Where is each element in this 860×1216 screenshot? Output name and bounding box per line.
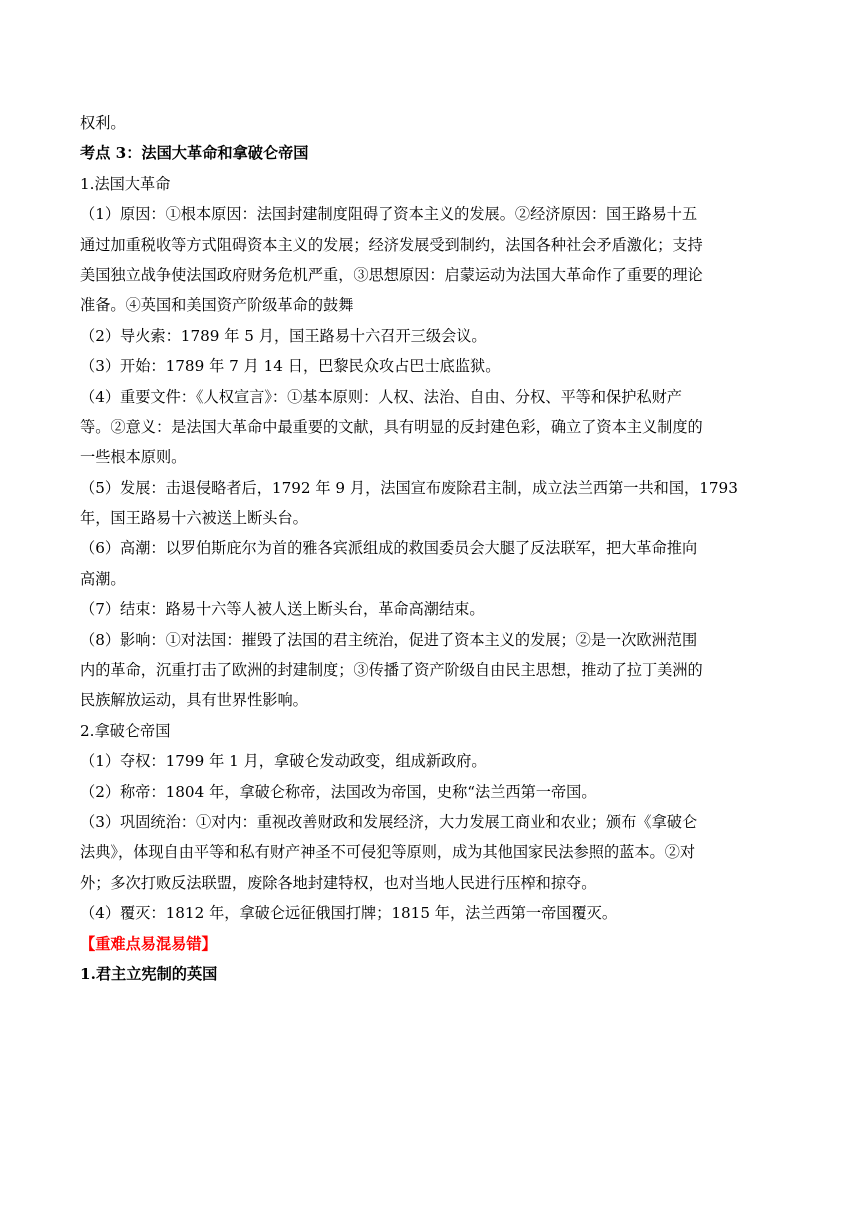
text-line: 等。②意义：是法国大革命中最重要的文献，具有明显的反封建色彩，确立了资本主义制度的 [80,417,703,436]
text-line: （2）导火索：1789 年 5 月，国王路易十六召开三级会议。 [80,326,487,345]
text-line: （3）开始：1789 年 7 月 14 日，巴黎民众攻占巴士底监狱。 [80,357,501,376]
section-heading: 考点 3：法国大革命和拿破仑帝国 [80,144,309,163]
subsection-heading: 1.法国大革命 [80,174,171,193]
text-line: （6）高潮：以罗伯斯庇尔为首的雅各宾派组成的救国委员会大腿了反法联军，把大革命推向 [80,539,698,558]
text-line: 美国独立战争使法国政府财务危机严重，③思想原因：启蒙运动为法国大革命作了重要的理论 [80,265,703,284]
text-line: （2）称帝：1804 年，拿破仑称帝，法国改为帝国，史称“法兰西第一帝国。 [80,782,597,801]
text-line: 准备。④英国和美国资产阶级革命的鼓舞 [80,296,354,315]
text-line: 通过加重税收等方式阻碍资本主义的发展；经济发展受到制约，法国各种社会矛盾激化；支持 [80,235,703,254]
text-line: 民族解放运动，具有世界性影响。 [80,691,308,710]
text-line: 高潮。 [80,569,126,588]
text-line: 法典》，体现自由平等和私有财产神圣不可侵犯等原则，成为其他国家民法参照的蓝本。②对 [80,843,696,862]
document-body [80,108,780,989]
text-line: 内的革命，沉重打击了欧洲的封建制度；③传播了资产阶级自由民主思想，推动了拉丁美洲的 [80,661,703,680]
text-line: （7）结束：路易十六等人被人送上断头台，革命高潮结束。 [80,600,485,619]
text-line: （4）重要文件：《人权宣言》：①基本原则：人权、法治、自由、分权、平等和保护私财产 [80,387,682,406]
text-line: （3）巩固统治：①对内：重视改善财政和发展经济，大力发展工商业和农业；颁布《拿破仑 [80,812,698,831]
subsection-heading: 2.拿破仑帝国 [80,721,171,740]
key-points-heading: 【重难点易混易错】 [80,934,217,953]
text-line: 权利。 [80,114,126,132]
text-line: （8）影响：①对法国：摧毁了法国的君主统治，促进了资本主义的发展；②是一次欧洲范围 [80,630,698,649]
text-line: （1）原因：①根本原因：法国封建制度阻碍了资本主义的发展。②经济原因：国王路易十五 [80,205,698,224]
text-line: （4）覆灭：1812 年，拿破仑远征俄国打牌；1815 年，法兰西第一帝国覆灭。 [80,904,618,923]
text-line: （5）发展：击退侵略者后，1792 年 9 月，法国宣布废除君主制，成立法兰西第一共和国，1793 [80,478,738,497]
text-line: 年，国王路易十六被送上断头台。 [80,509,308,528]
text-line: 一些根本原则。 [80,448,187,467]
section-heading: 1.君主立宪制的英国 [80,964,218,983]
text-line: 外；多次打败反法联盟，废除各地封建特权，也对当地人民进行压榨和掠夺。 [80,873,597,892]
text-line: （1）夺权：1799 年 1 月，拿破仑发动政变，组成新政府。 [80,752,487,771]
